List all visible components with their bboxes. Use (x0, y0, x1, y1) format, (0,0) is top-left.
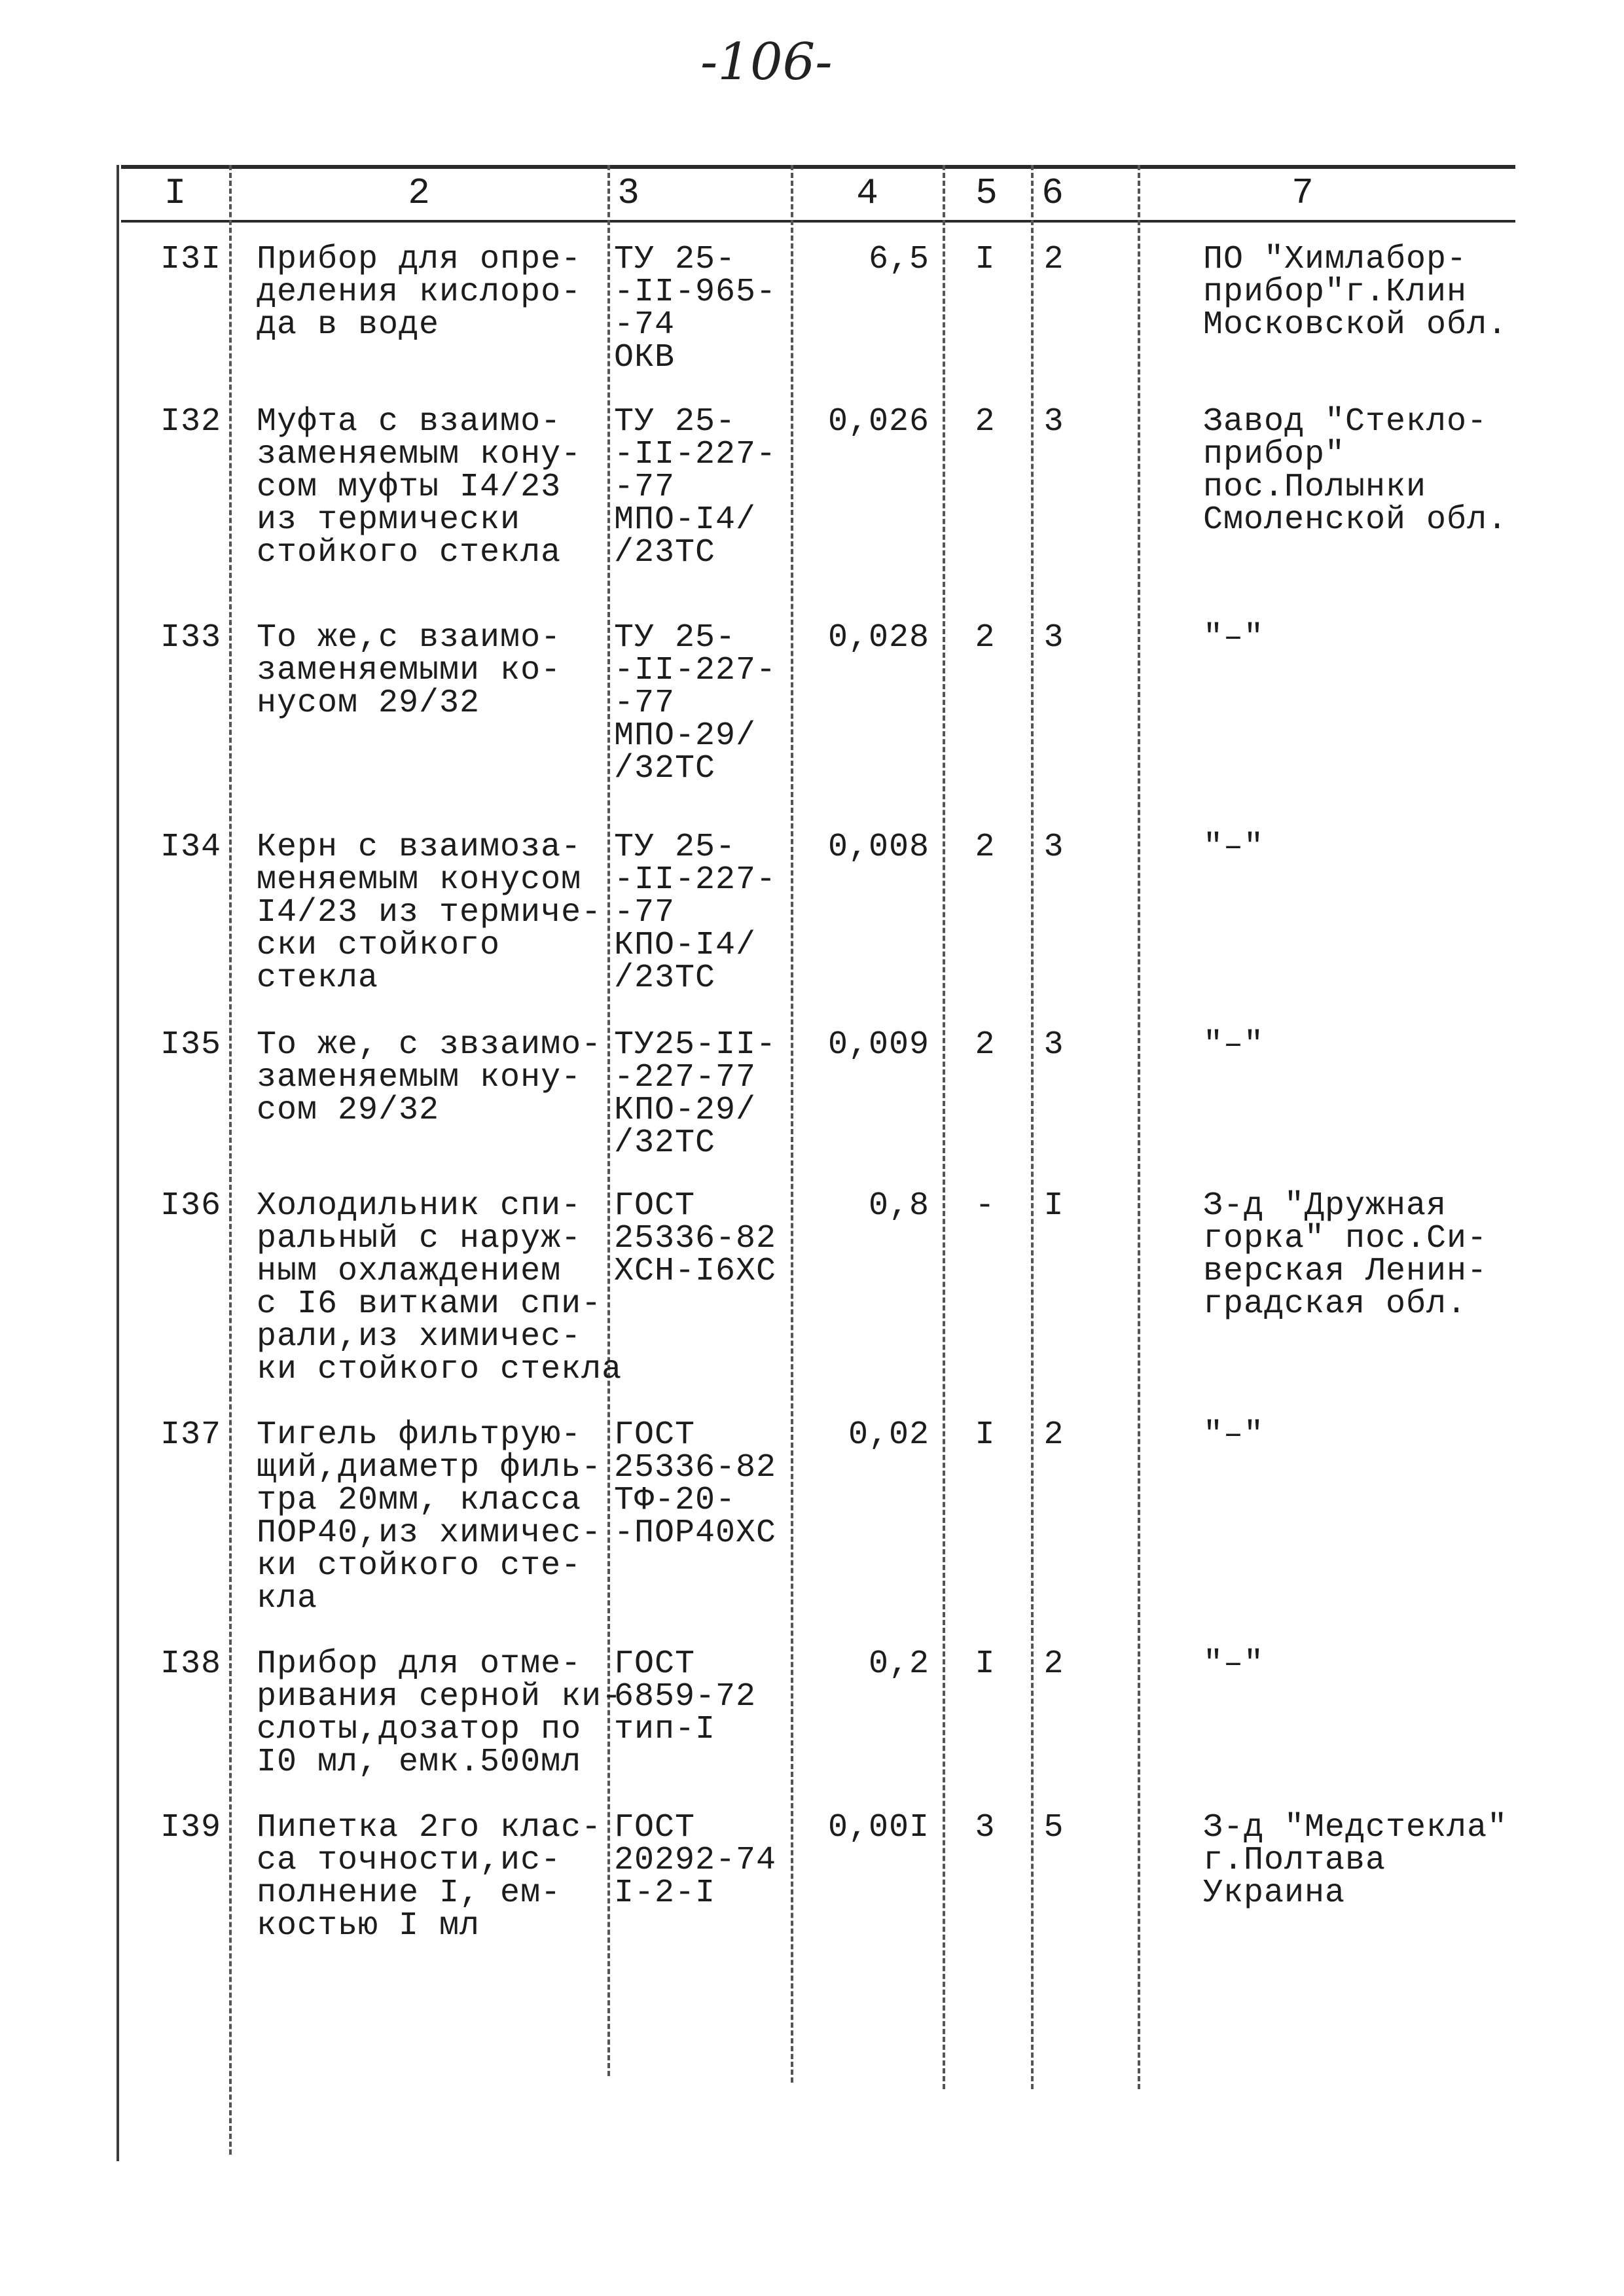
cell-mass: 0,02 (848, 1416, 929, 1454)
cell-num: I39 (160, 1809, 221, 1846)
cell-name: Керн с взаимоза- меняемым конусом I4/23 из термиче- ски стойкого стекла (257, 829, 602, 997)
cell-name: То же,с взаимо- заменяемыми ко- нусом 29/32 (257, 619, 562, 722)
column-divider-5 (1031, 165, 1034, 2089)
cell-num: I36 (160, 1187, 221, 1225)
cell-maker: ПО "Химлабор- прибор"г.Клин Московской обл. (1203, 241, 1508, 344)
cell-doc: ГОСТ 6859-72 тип-I (614, 1645, 757, 1748)
cell-maker: "–" (1203, 1026, 1265, 1064)
cell-c6: 3 (1043, 403, 1064, 440)
cell-c5: 2 (975, 829, 996, 866)
cell-c6: 3 (1043, 829, 1064, 866)
cell-name: Прибор для опре- деления кислоро- да в воде (257, 241, 582, 344)
cell-c5: 3 (975, 1809, 996, 1846)
cell-mass: 0,008 (827, 829, 929, 866)
cell-name: Тигель фильтрую- щий,диаметр филь- тра 20мм, класса ПОР40,из химичес- ки стойкого сте- кла (257, 1416, 602, 1617)
cell-num: I32 (160, 403, 221, 440)
cell-maker: З-д "Дружная горка" пос.Си- верская Ленин- градская обл. (1203, 1187, 1488, 1323)
cell-mass: 0,8 (868, 1187, 929, 1225)
cell-num: I35 (160, 1026, 221, 1064)
cell-c6: 2 (1043, 1416, 1064, 1454)
cell-c5: 2 (975, 403, 996, 440)
column-divider-3 (791, 165, 793, 2083)
cell-mass: 0,00I (827, 1809, 929, 1846)
cell-num: I34 (160, 829, 221, 866)
cell-mass: 0,009 (827, 1026, 929, 1064)
header-bottom-rule (121, 220, 1515, 223)
column-divider-4 (943, 165, 945, 2089)
cell-c5: I (975, 1645, 996, 1683)
header-col-6: 6 (1041, 172, 1064, 214)
cell-c6: 3 (1043, 619, 1064, 656)
cell-doc: ГОСТ 25336-82 ХСН-I6ХС (614, 1187, 777, 1290)
cell-c6: 2 (1043, 241, 1064, 278)
cell-mass: 0,028 (827, 619, 929, 656)
cell-c5: 2 (975, 619, 996, 656)
cell-mass: 0,2 (868, 1645, 929, 1683)
cell-doc: ТУ 25- -II-227- -77 МПО-29/ /32ТС (614, 619, 777, 787)
cell-doc: ТУ25-II- -227-77 КПО-29/ /32ТС (614, 1026, 777, 1162)
cell-maker: "–" (1203, 1416, 1265, 1454)
cell-name: Муфта с взаимо- заменяемым кону- сом муфты I4/23 из термически стойкого стекла (257, 403, 582, 571)
cell-maker: "–" (1203, 619, 1265, 656)
cell-c6: 2 (1043, 1645, 1064, 1683)
cell-name: Холодильник спи- ральный с наруж- ным охлаждением с I6 витками спи- рали,из химичес- ки стойкого стекла (257, 1187, 623, 1388)
cell-c5: - (975, 1187, 996, 1225)
table-left-border (117, 165, 119, 2161)
cell-num: I37 (160, 1416, 221, 1454)
cell-c5: I (975, 1416, 996, 1454)
cell-name: То же, с звзаимо- заменяемым кону- сом 29/32 (257, 1026, 602, 1129)
cell-mass: 0,026 (827, 403, 929, 440)
cell-c6: I (1043, 1187, 1064, 1225)
cell-mass: 6,5 (868, 241, 929, 278)
header-col-5: 5 (975, 172, 998, 214)
table-top-rule (121, 165, 1515, 169)
cell-num: I38 (160, 1645, 221, 1683)
column-divider-1 (229, 165, 232, 2155)
cell-c6: 5 (1043, 1809, 1064, 1846)
cell-num: I33 (160, 619, 221, 656)
cell-c6: 3 (1043, 1026, 1064, 1064)
header-col-1: I (164, 172, 187, 214)
cell-doc: ТУ 25- -II-227- -77 КПО-I4/ /23ТС (614, 829, 777, 997)
cell-c5: 2 (975, 1026, 996, 1064)
cell-maker: "–" (1203, 1645, 1265, 1683)
cell-maker: "–" (1203, 829, 1265, 866)
cell-name: Пипетка 2го клас- са точности,ис- полнение I, ем- костью I мл (257, 1809, 602, 1945)
cell-doc: ТУ 25- -II-965- -74 ОКВ (614, 241, 777, 376)
cell-maker: Завод "Стекло- прибор" пос.Полынки Смоленской обл. (1203, 403, 1508, 539)
cell-doc: ГОСТ 25336-82 ТФ-20- -ПОР40ХС (614, 1416, 777, 1552)
cell-maker: З-д "Медстекла" г.Полтава Украина (1203, 1809, 1508, 1912)
cell-num: I3I (160, 241, 221, 278)
column-divider-6 (1138, 165, 1140, 2089)
page-number: -106- (700, 33, 833, 92)
cell-doc: ТУ 25- -II-227- -77 МПО-I4/ /23ТС (614, 403, 777, 571)
header-col-4: 4 (856, 172, 878, 214)
header-col-3: 3 (617, 172, 640, 214)
cell-c5: I (975, 241, 996, 278)
cell-name: Прибор для отме- ривания серной ки- слоты,дозатор по I0 мл, емк.500мл (257, 1645, 623, 1781)
cell-doc: ГОСТ 20292-74 I-2-I (614, 1809, 777, 1912)
header-col-2: 2 (408, 172, 430, 214)
header-col-7: 7 (1291, 172, 1314, 214)
